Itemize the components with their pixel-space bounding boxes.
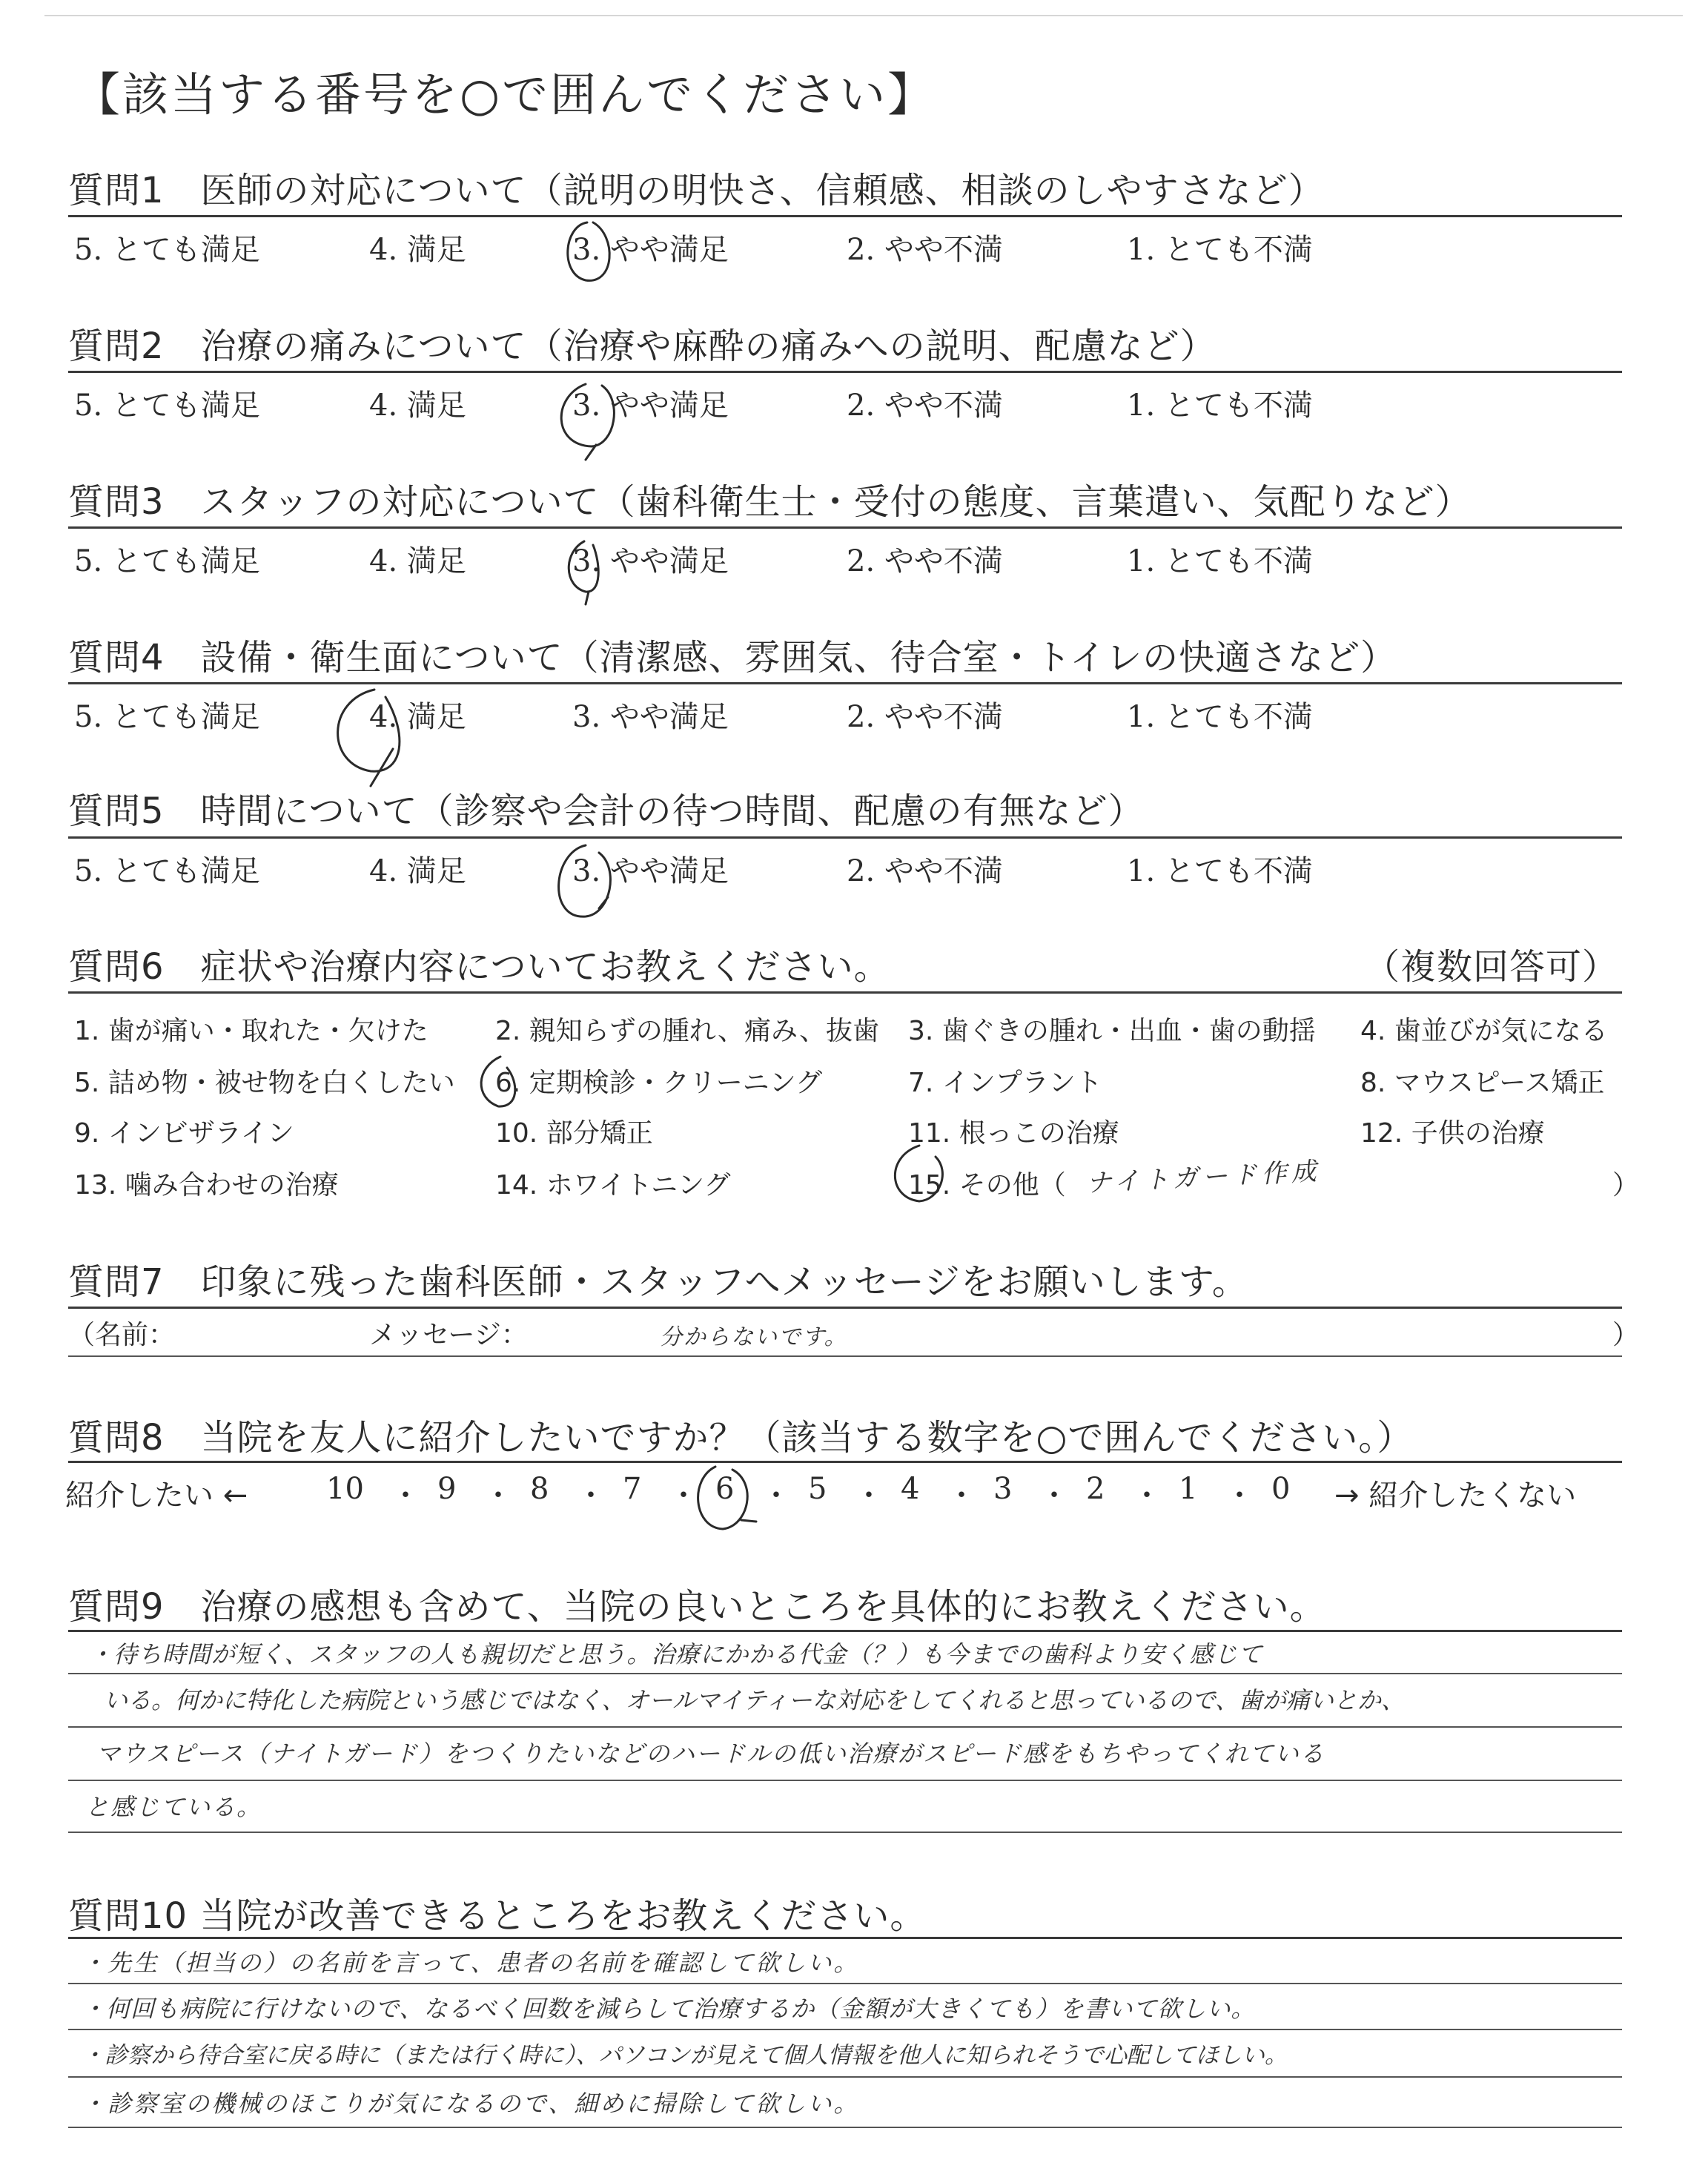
q6-option-4[interactable]: 4. 歯並びが気になる [1360, 1016, 1608, 1046]
question-1-rule [68, 215, 1622, 217]
q6-option-7[interactable]: 7. インプラント [908, 1068, 1102, 1098]
q3-option-3[interactable]: 3. やや満足 [572, 544, 729, 578]
question-9-title: 質問9 治療の感想も含めて、当院の良いところを具体的にお教えください。 [68, 1586, 1326, 1628]
q6-option-1[interactable]: 1. 歯が痛い・取れた・欠けた [74, 1016, 428, 1046]
q9-line-4: と感じている。 [85, 1793, 262, 1821]
q2-option-3[interactable]: 3. やや満足 [572, 389, 729, 423]
question-2-title: 質問2 治療の痛みについて（治療や麻酔の痛みへの説明、配慮など） [68, 326, 1217, 367]
q7-message-handwritten: 分からないです。 [660, 1324, 848, 1350]
q3-option-2[interactable]: 2. やや不満 [847, 544, 1003, 578]
q8-dot: ・ [761, 1479, 791, 1513]
q9-line-1: ・待ち時間が短く、スタッフの人も親切だと思う。治療にかかる代金（？）も今までの歯科より安く感じて [89, 1640, 1263, 1668]
question-10-rule [68, 1937, 1622, 1939]
question-4-title: 質問4 設備・衛生面について（清潔感、雰囲気、待合室・トイレの快適さなど） [68, 637, 1397, 678]
q8-scale-3[interactable]: 3 [993, 1472, 1013, 1506]
q8-dot: ・ [391, 1479, 420, 1513]
question-8-title: 質問8 当院を友人に紹介したいですか？（該当する数字を○で囲んでください。） [68, 1417, 1414, 1459]
q6-option-15[interactable]: 15. その他（ [908, 1170, 1066, 1200]
q6-option-14[interactable]: 14. ホワイトニング [495, 1170, 731, 1200]
q2-option-4[interactable]: 4. 満足 [369, 389, 466, 423]
q4-option-3[interactable]: 3. やや満足 [572, 700, 729, 734]
q8-scale-6[interactable]: 6 [715, 1472, 735, 1506]
q8-dot: ・ [483, 1479, 513, 1513]
q10-rule-1 [68, 1983, 1622, 1984]
q9-rule-3 [68, 1780, 1622, 1781]
q10-rule-2 [68, 2029, 1622, 2030]
q10-line-1: ・先生（担当の）の名前を言って、患者の名前を確認して欲しい。 [82, 1949, 860, 1977]
q4-option-4[interactable]: 4. 満足 [369, 700, 466, 734]
q6-option-3[interactable]: 3. 歯ぐきの腫れ・出血・歯の動揺 [908, 1016, 1316, 1046]
q8-scale-5[interactable]: 5 [808, 1472, 827, 1506]
q3-option-1[interactable]: 1. とても不満 [1127, 544, 1313, 578]
q8-scale-7[interactable]: 7 [623, 1472, 642, 1506]
q4-option-2[interactable]: 2. やや不満 [847, 700, 1003, 734]
q10-rule-4 [68, 2127, 1622, 2128]
q10-line-2: ・何回も病院に行けないので、なるべく回数を減らして治療するか（金額が大きくても）を書いて欲しい。 [82, 1995, 1256, 2023]
q4-option-5[interactable]: 5. とても満足 [74, 700, 260, 734]
question-7-bottom-rule [68, 1355, 1622, 1357]
q6-option-13[interactable]: 13. 噛み合わせの治療 [74, 1170, 339, 1200]
q1-option-3[interactable]: 3. やや満足 [572, 233, 729, 267]
q2-option-1[interactable]: 1. とても不満 [1127, 389, 1313, 423]
q6-option-2[interactable]: 2. 親知らずの腫れ、痛み、抜歯 [495, 1016, 880, 1046]
q2-option-5[interactable]: 5. とても満足 [74, 389, 260, 423]
q8-scale-4[interactable]: 4 [901, 1472, 920, 1506]
question-7-title: 質問7 印象に残った歯科医師・スタッフへメッセージをお願いします。 [68, 1261, 1248, 1303]
q8-right-label: → 紹介したくない [1334, 1479, 1577, 1513]
page-heading: 【該当する番号を○で囲んでください】 [74, 67, 936, 122]
question-10-title: 質問10 当院が改善できるところをお教えください。 [68, 1895, 927, 1937]
q8-dot: ・ [1132, 1479, 1162, 1513]
q1-option-2[interactable]: 2. やや不満 [847, 233, 1003, 267]
question-4-rule [68, 682, 1622, 684]
q8-dot: ・ [947, 1479, 976, 1513]
q1-option-1[interactable]: 1. とても不満 [1127, 233, 1313, 267]
q5-option-1[interactable]: 1. とても不満 [1127, 854, 1313, 888]
q10-rule-3 [68, 2076, 1622, 2078]
question-9-rule [68, 1630, 1622, 1632]
q8-dot: ・ [854, 1479, 884, 1513]
q5-option-4[interactable]: 4. 満足 [369, 854, 466, 888]
q5-option-5[interactable]: 5. とても満足 [74, 854, 260, 888]
q7-name-label: （名前： [68, 1320, 176, 1350]
q6-other-close: ） [1612, 1170, 1640, 1200]
q8-scale-1[interactable]: 1 [1179, 1472, 1198, 1506]
q6-other-handwritten: ナイトガード作成 [1085, 1156, 1322, 1199]
q8-scale-2[interactable]: 2 [1086, 1472, 1105, 1506]
q8-scale-10[interactable]: 10 [326, 1472, 364, 1506]
question-8-rule [68, 1461, 1622, 1463]
q8-dot: ・ [1039, 1479, 1069, 1513]
q6-option-12[interactable]: 12. 子供の治療 [1360, 1118, 1545, 1149]
q6-option-5[interactable]: 5. 詰め物・被せ物を白くしたい [74, 1068, 455, 1098]
q8-dot: ・ [576, 1479, 606, 1513]
q8-dot: ・ [669, 1479, 698, 1513]
q6-option-8[interactable]: 8. マウスピース矯正 [1360, 1068, 1605, 1098]
q4-option-1[interactable]: 1. とても不満 [1127, 700, 1313, 734]
question-1-title: 質問1 医師の対応について（説明の明快さ、信頼感、相談のしやすさなど） [68, 170, 1325, 211]
q9-rule-2 [68, 1726, 1622, 1728]
q9-line-2: いる。何かに特化した病院という感じではなく、オールマイティーな対応をしてくれると思っているので、歯が痛いとか、 [104, 1686, 1405, 1714]
q7-message-label: メッセージ： [369, 1320, 528, 1350]
question-3-title: 質問3 スタッフの対応について（歯科衛生士・受付の態度、言葉遣い、気配りなど） [68, 481, 1472, 523]
q6-option-6[interactable]: 6. 定期検診・クリーニング [495, 1068, 823, 1098]
q8-dot: ・ [1225, 1479, 1254, 1513]
q1-option-4[interactable]: 4. 満足 [369, 233, 466, 267]
page-top-edge [44, 15, 1683, 16]
q5-option-3[interactable]: 3. やや満足 [572, 854, 729, 888]
q2-option-2[interactable]: 2. やや不満 [847, 389, 1003, 423]
q8-scale-8[interactable]: 8 [530, 1472, 549, 1506]
q8-scale-0[interactable]: 0 [1271, 1472, 1291, 1506]
q6-option-9[interactable]: 9. インビザライン [74, 1118, 294, 1149]
question-6-note: （複数回答可） [1364, 946, 1619, 988]
question-3-rule [68, 526, 1622, 529]
q9-rule-1 [68, 1673, 1622, 1674]
question-5-title: 質問5 時間について（診察や会計の待つ時間、配慮の有無など） [68, 790, 1145, 832]
q5-option-2[interactable]: 2. やや不満 [847, 854, 1003, 888]
q8-left-label: 紹介したい ← [65, 1479, 248, 1513]
q6-option-10[interactable]: 10. 部分矯正 [495, 1118, 653, 1149]
q10-line-3: ・診察から待合室に戻る時に（または行く時に）、パソコンが見えて個人情報を他人に知られそうで心配してほしい。 [82, 2042, 1288, 2069]
q3-option-5[interactable]: 5. とても満足 [74, 544, 260, 578]
q9-line-3: マウスピース（ナイトガード）をつくりたいなどのハードルの低い治療がスピード感をもちやってくれている [96, 1740, 1325, 1768]
question-5-rule [68, 836, 1622, 839]
question-7-rule [68, 1307, 1622, 1309]
q3-option-4[interactable]: 4. 満足 [369, 544, 466, 578]
q10-line-4: ・診察室の機械のほこりが気になるので、細めに掃除して欲しい。 [82, 2090, 860, 2118]
q1-option-5[interactable]: 5. とても満足 [74, 233, 260, 267]
q8-scale-9[interactable]: 9 [437, 1472, 457, 1506]
q9-rule-4 [68, 1832, 1622, 1833]
q6-option-11[interactable]: 11. 根っこの治療 [908, 1118, 1119, 1149]
question-2-rule [68, 371, 1622, 373]
q7-close: ） [1612, 1320, 1640, 1350]
question-6-rule [68, 991, 1622, 994]
question-6-title: 質問6 症状や治療内容についてお教えください。 [68, 946, 890, 988]
